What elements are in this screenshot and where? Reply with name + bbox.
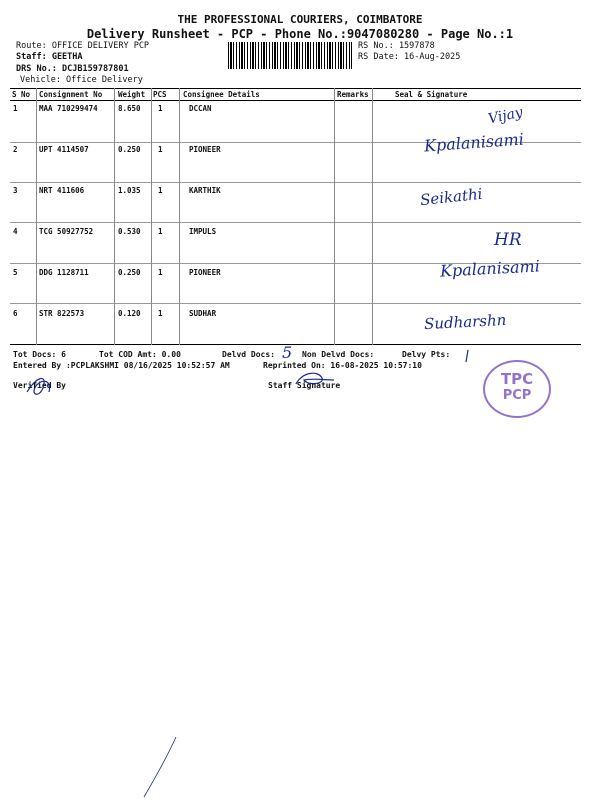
row-pcs: 1 <box>158 104 163 113</box>
route-label: Route: OFFICE DELIVERY PCP <box>16 41 150 51</box>
column-divider <box>36 88 37 345</box>
staff-signature: Staff Signature <box>268 381 341 390</box>
delivered-docs-label: Delvd Docs: <box>222 350 275 359</box>
row-consignment: STR 822573 <box>39 309 85 318</box>
reprinted-on: Reprinted On: 16-08-2025 10:57:10 <box>263 361 422 370</box>
signature-row-6: Sudharshn <box>423 310 507 334</box>
row-consignee: KARTHIK <box>189 186 221 195</box>
row-weight: 0.250 <box>118 268 141 277</box>
row-sno: 6 <box>13 309 18 318</box>
table-top-border <box>10 88 581 89</box>
row-pcs: 1 <box>158 145 163 154</box>
row-sno: 3 <box>13 186 18 195</box>
row-consignee: PIONEER <box>189 145 221 154</box>
rs-date: RS Date: 16-Aug-2025 <box>358 52 461 62</box>
staff-scribble-icon <box>296 373 334 384</box>
row-consignee: PIONEER <box>189 268 221 277</box>
row-divider <box>10 303 581 304</box>
row-weight: 0.120 <box>118 309 141 318</box>
row-sno: 2 <box>13 145 18 154</box>
row-consignment: DDG 1128711 <box>39 268 89 277</box>
row-consignment: MAA 710299474 <box>39 104 98 113</box>
column-divider <box>114 88 115 345</box>
row-pcs: 1 <box>158 309 163 318</box>
row-weight: 0.250 <box>118 145 141 154</box>
barcode <box>228 42 352 69</box>
row-pcs: 1 <box>158 268 163 277</box>
table-header-border <box>10 100 581 101</box>
vehicle-label: Vehicle: Office Delivery <box>20 75 143 85</box>
signature-row-1: Kpalanisami <box>423 129 525 156</box>
row-consignment: UPT 4114507 <box>39 145 89 154</box>
row-divider <box>10 182 581 183</box>
col-header-consignee: Consignee Details <box>183 90 260 99</box>
row-consignment: NRT 411606 <box>39 186 85 195</box>
entered-by: Entered By :PCPLAKSHMI 08/16/2025 10:52:57 AM <box>13 361 230 370</box>
stamp-line-1: TPC <box>500 370 534 388</box>
runsheet-title: Delivery Runsheet - PCP - Phone No.:9047080280 - Page No.:1 <box>86 27 514 41</box>
col-header-pcs: PCS <box>153 90 167 99</box>
col-header-signature: Seal & Signature <box>395 90 468 99</box>
col-header-consignment: Consignment No <box>39 90 103 99</box>
col-header-weight: Weight <box>118 90 146 99</box>
row-consignee: SUDHAR <box>189 309 217 318</box>
signature-vijay: Vijay <box>486 104 525 128</box>
rs-number: RS No.: 1597878 <box>358 41 435 51</box>
column-divider <box>179 88 180 345</box>
row-weight: 0.530 <box>118 227 141 236</box>
tick-mark-icon <box>466 350 468 362</box>
delivery-points-label: Delvy Pts: <box>402 350 451 359</box>
row-pcs: 1 <box>158 186 163 195</box>
company-title: THE PROFESSIONAL COURIERS, COIMBATORE <box>177 13 423 26</box>
row-pcs: 1 <box>158 227 163 236</box>
signature-row-3: Seikathi <box>419 184 484 210</box>
total-cod-amount: Tot COD Amt: 0.00 <box>99 350 181 359</box>
tpc-stamp <box>483 360 551 418</box>
stray-pen-mark-icon <box>140 735 180 800</box>
staff-label: Staff: GEETHA <box>16 52 83 62</box>
total-docs: Tot Docs: 6 <box>13 350 66 359</box>
column-divider <box>151 88 152 345</box>
col-header-sno: S No <box>12 90 31 99</box>
row-weight: 1.035 <box>118 186 141 195</box>
row-consignee: IMPULS <box>189 227 217 236</box>
row-consignment: TCG 50927752 <box>39 227 94 236</box>
drs-number: DRS No.: DCJB159787801 <box>16 64 129 74</box>
verified-by: Verified By <box>13 381 66 390</box>
column-divider <box>372 88 373 345</box>
row-sno: 1 <box>13 104 18 113</box>
verifier-scribble-icon <box>27 378 50 394</box>
row-consignee: DCCAN <box>189 104 212 113</box>
signature-row-5: Kpalanisami <box>439 256 541 281</box>
signature-row-4: HR <box>494 230 522 250</box>
stamp-line-2: PCP <box>502 388 532 403</box>
column-divider <box>334 88 335 345</box>
delivered-docs-count: 5 <box>282 343 293 362</box>
row-sno: 5 <box>13 268 18 277</box>
col-header-remarks: Remarks <box>337 90 369 99</box>
row-divider <box>10 222 581 223</box>
row-sno: 4 <box>13 227 18 236</box>
non-delivered-docs-label: Non Delvd Docs: <box>302 350 375 359</box>
row-weight: 8.650 <box>118 104 141 113</box>
